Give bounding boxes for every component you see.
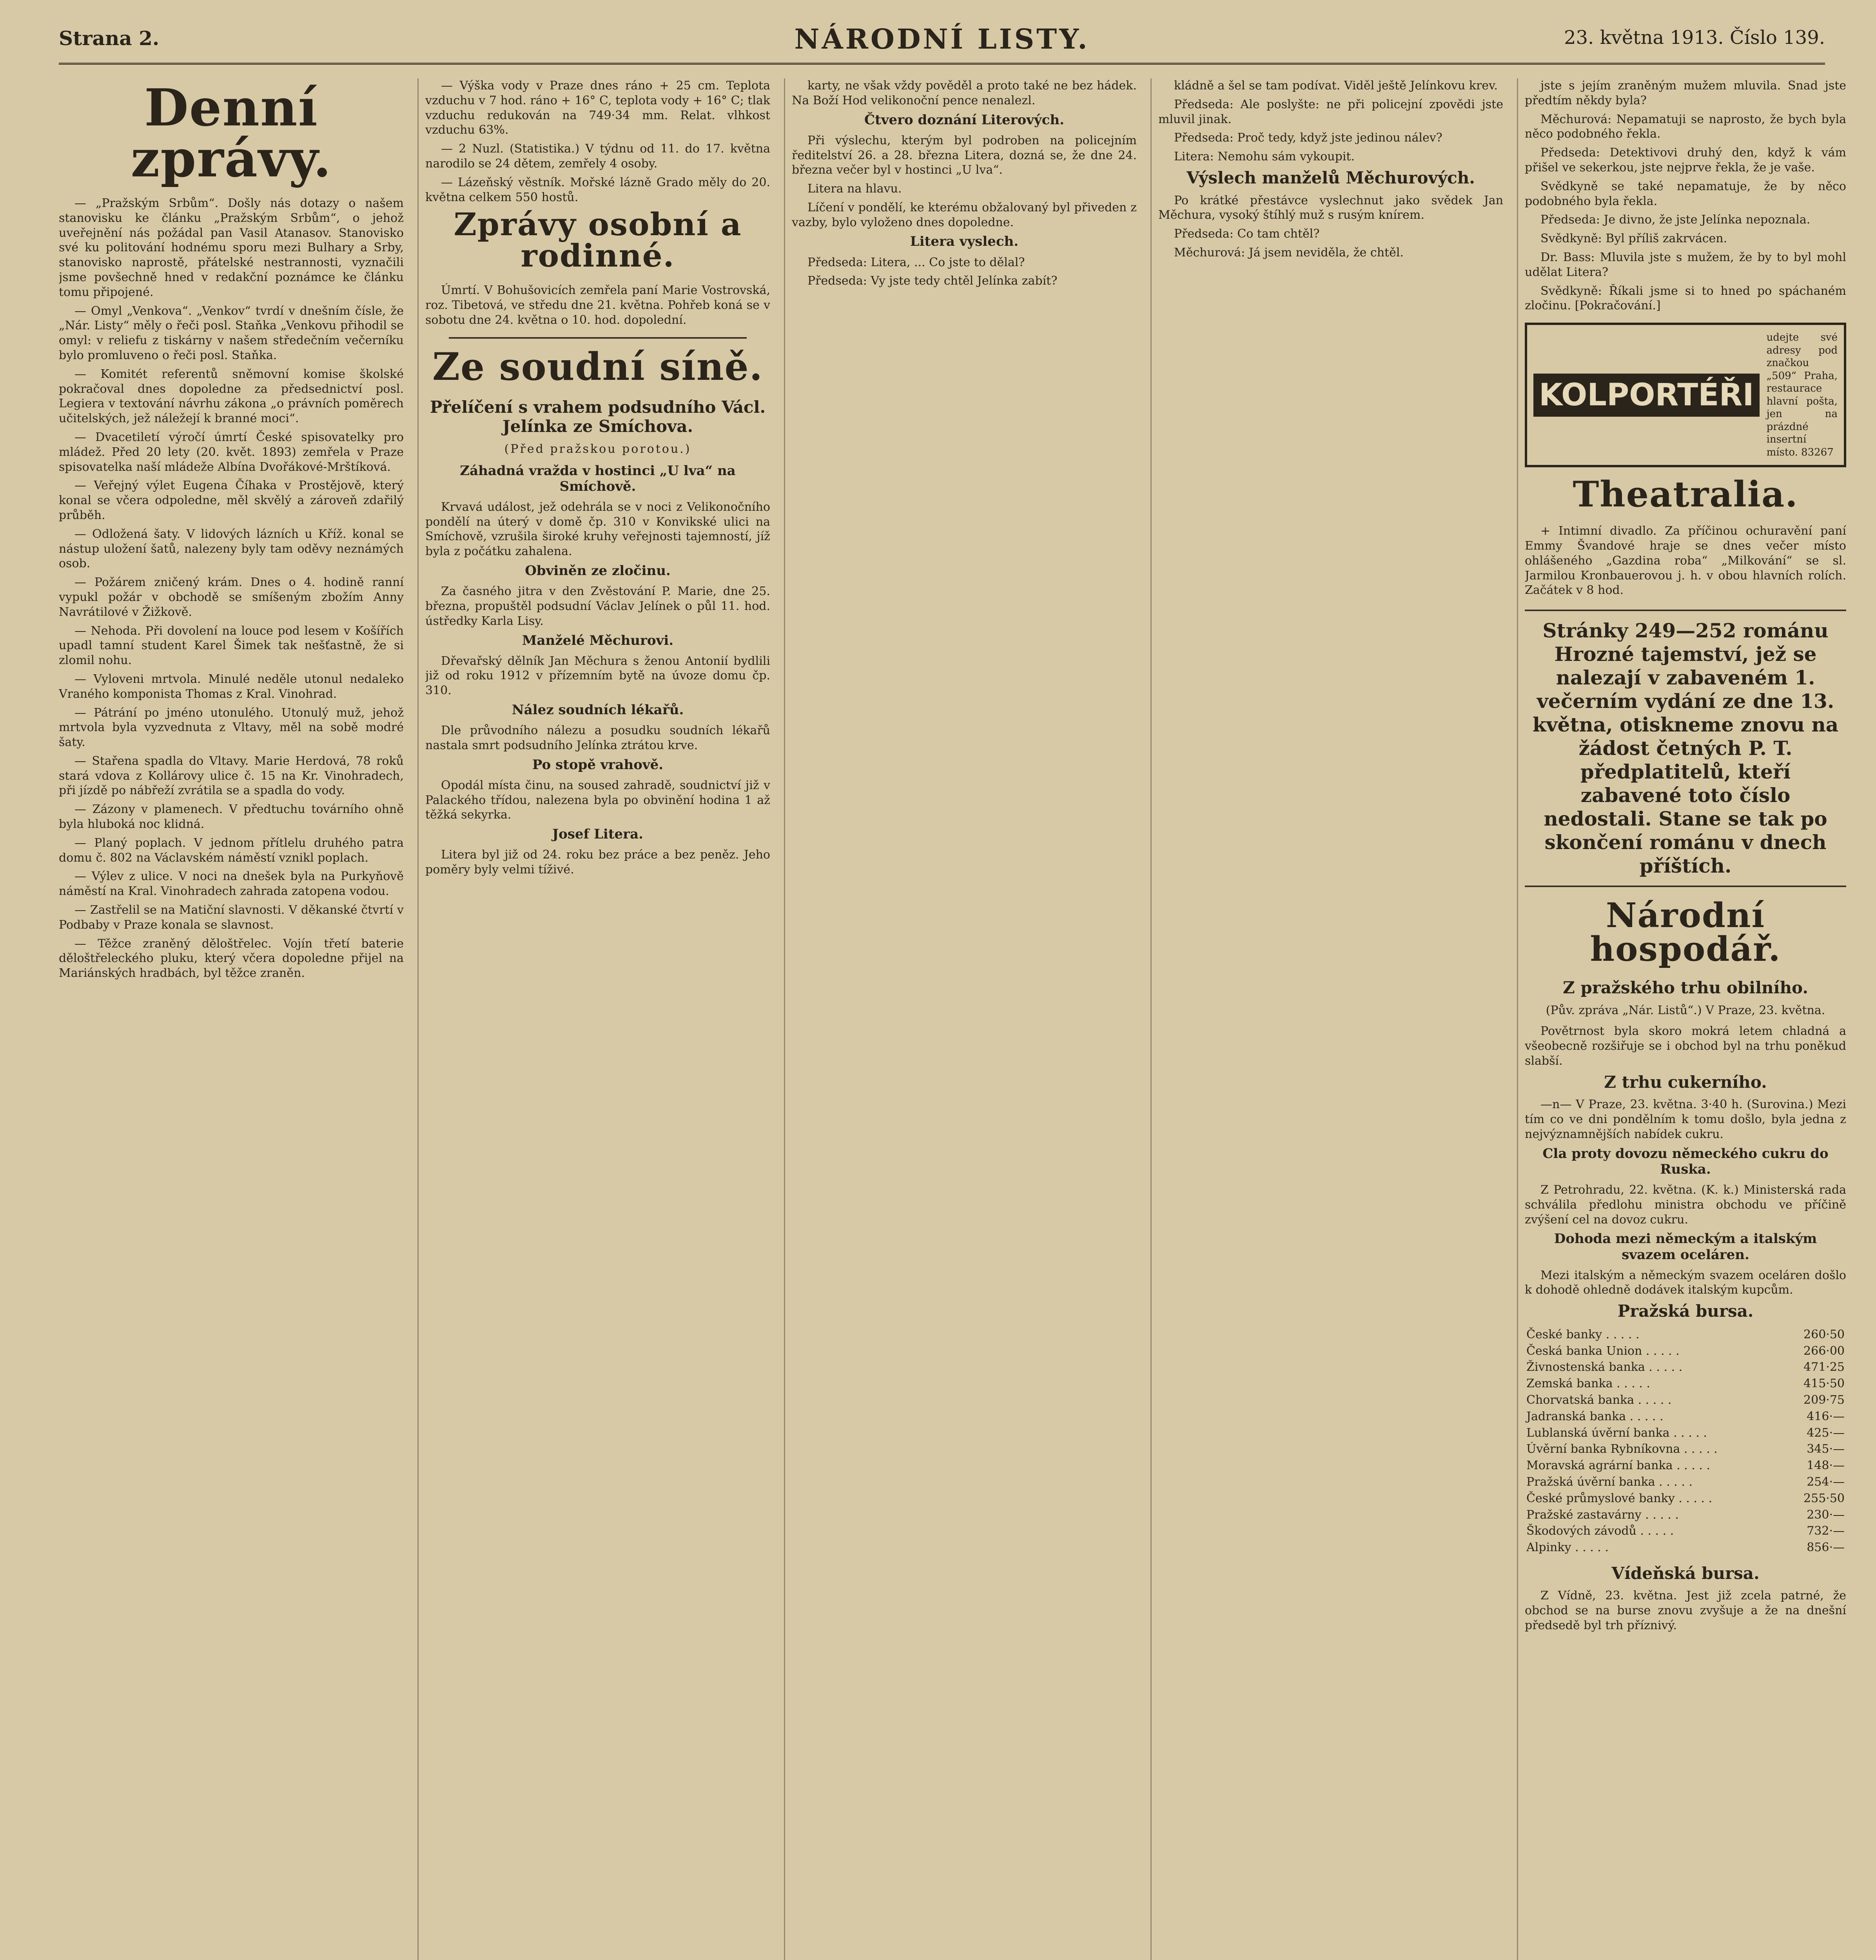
exchange-name: Živnostenská banka . . . . . xyxy=(1526,1360,1683,1374)
court-subtitle: Přelíčení s vrahem podsudního Václ. Jelínka ze Smíchova. xyxy=(430,397,766,436)
exchange-name: České průmyslové banky . . . . . xyxy=(1526,1491,1713,1505)
exchange-value: 148·— xyxy=(1807,1459,1845,1473)
section-title-theatre: Theatralia. xyxy=(1573,474,1798,515)
exchange-row xyxy=(1525,1474,1846,1490)
paragraph: — Komitét referentů sněmovní komise školské pokračoval dnes dopoledne za předsednictví posl. Legiera v textování návrhu zákona „o právních poměrech učitelských, jež náležejí k branné moci“. xyxy=(59,367,404,426)
novel-notice: Stránky 249—252 románu Hrozné tajemství, jež se nalezají v zabaveném 1. večerním vydání ze dne 13. května, otiskneme znovu na žádost četných P. T. předplatitelů, kteří zabavené toto číslo nedostali. Stane se tak po skončení románu v dnech příštích. xyxy=(1525,610,1846,887)
kolporteri-advertisement xyxy=(1525,323,1846,467)
column-divider xyxy=(1517,78,1518,1960)
paragraph: Povětrnost byla skoro mokrá letem chladná a všeobecně rozšiřuje se i obchod byl na trhu poněkud slabší. xyxy=(1525,1024,1846,1068)
exchange-name: Zemská banka . . . . . xyxy=(1526,1377,1650,1391)
exchange-row xyxy=(1525,1343,1846,1359)
exchange-name: Chorvatská banka . . . . . xyxy=(1526,1393,1672,1407)
paragraph: Litera: Nemohu sám vykoupit. xyxy=(1174,150,1355,164)
subheading: Litera vyslech. xyxy=(910,234,1019,250)
exchange-row xyxy=(1525,1490,1846,1507)
exchange-name: Škodových závodů . . . . . xyxy=(1526,1524,1674,1538)
paragraph: Litera byl již od 24. roku bez práce a bez peněz. Jeho poměry byly velmi tíživé. xyxy=(425,848,770,877)
exchange-value: 345·— xyxy=(1807,1442,1845,1456)
exchange-row xyxy=(1525,1507,1846,1523)
exchange-row xyxy=(1525,1539,1846,1556)
exchange-value: 230·— xyxy=(1807,1508,1845,1522)
court-byline: (Před pražskou porotou.) xyxy=(504,442,691,456)
paragraph: Při výslechu, kterým byl podroben na policejním ředitelství 26. a 28. března Litera, dozná se, že dne 24. března večer byl v hostinci „U lva“. xyxy=(792,133,1137,177)
paragraph: Mezi italským a německým svazem oceláren došlo k dohodě ohledně dodávek italským kupcům. xyxy=(1525,1268,1846,1297)
exchange-row xyxy=(1525,1523,1846,1539)
exchange-value: 425·— xyxy=(1807,1426,1845,1440)
exchange-table xyxy=(1525,1327,1846,1556)
paragraph: Předseda: Je divno, že jste Jelínka nepoznala. xyxy=(1540,213,1811,227)
paragraph: — Těžce zraněný děloštřelec. Vojín třetí baterie děloštřeleckého pluku, který včera dopoledne přijel na Mariánských hradbách, byl těžce zraněn. xyxy=(59,936,404,980)
paragraph: Předseda: Proč tedy, když jste jedinou nálev? xyxy=(1174,131,1442,145)
vienna-title: Vídeňská bursa. xyxy=(1611,1563,1760,1583)
paragraph: — Stařena spadla do Vltavy. Marie Herdová, 78 roků stará vdova z Kollárovy ulice č. 15 na Kr. Vinohradech, při jízdě po nábřeží zvrátila se a spadla do vody. xyxy=(59,754,404,798)
paragraph: — Planý poplach. V jednom přítlelu druhého patra domu č. 802 na Václavském náměstí vznikl poplach. xyxy=(59,836,404,865)
paragraph: — Výlev z ulice. V noci na dnešek byla na Purkyňově náměstí na Kral. Vinohradech zahrada zatopena vodou. xyxy=(59,869,404,898)
paragraph: — Vyloveni mrtvola. Minulé neděle utonul nedaleko Vraného komponista Thomas z Kral. Vinohrad. xyxy=(59,672,404,701)
exchange-value: 471·25 xyxy=(1803,1360,1845,1374)
section-title-personal: Zprávy osobní a rodinné. xyxy=(454,206,742,274)
paragraph: Dřevařský dělník Jan Měchura s ženou Antonií bydlili již od roku 1912 v přízemním bytě na úvoze domu čp. 310. xyxy=(425,654,770,698)
exchange-name: Jadranská banka . . . . . xyxy=(1526,1409,1664,1423)
paragraph: karty, ne však vždy pověděl a proto také ne bez hádek. Na Boží Hod velikonoční pence nenalezl. xyxy=(792,79,1137,107)
section-title-economy: Národní hospodář. xyxy=(1590,896,1781,969)
customs-title: Cla proty dovozu německého cukru do Ruska. xyxy=(1542,1145,1829,1177)
paragraph: Měchurová: Já jsem neviděla, že chtěl. xyxy=(1174,245,1404,260)
exchange-row xyxy=(1525,1327,1846,1343)
exchange-name: Lublanská úvěrní banka . . . . . xyxy=(1526,1426,1707,1440)
exchange-name: Pražská úvěrní banka . . . . . xyxy=(1526,1475,1693,1489)
exchange-row xyxy=(1525,1359,1846,1376)
weather-paragraph: — Výška vody v Praze dnes ráno + 25 cm. Teplota vzduchu v 7 hod. ráno + 16° C, teplota vody + 16° C; tlak vzduchu redukován na 749·34 mm. Relat. vlhkost vzduchu 63%. xyxy=(425,79,770,137)
paragraph: Měchurová: Nepamatuji se naprosto, že bych byla něco podobného řekla. xyxy=(1525,112,1846,141)
paragraph: — Požárem zničený krám. Dnes o 4. hodině ranní vypukl požár v obchodě se smíšeným zbožím Anny Navrátilové v Žižkově. xyxy=(59,575,404,619)
exchange-value: 856·— xyxy=(1807,1541,1845,1555)
exchange-row xyxy=(1525,1441,1846,1457)
paragraph: kládně a šel se tam podívat. Viděl ještě Jelínkovu krev. xyxy=(1174,79,1498,93)
exchange-value: 415·50 xyxy=(1803,1377,1845,1391)
paragraph: Z Petrohradu, 22. května. (K. k.) Ministerská rada schválila předlohu ministra obchodu ve příčině zvýšení cel na dovoz cukru. xyxy=(1525,1183,1846,1227)
exchange-name: České banky . . . . . xyxy=(1526,1327,1640,1341)
exchange-value: 260·50 xyxy=(1803,1327,1845,1341)
exchange-row xyxy=(1525,1457,1846,1474)
column-divider xyxy=(417,78,419,1960)
section-title-daily-news: Denní zprávy. xyxy=(131,78,332,189)
page-header xyxy=(59,16,1825,65)
paragraph: Litera na hlavu. xyxy=(807,182,902,196)
paragraph: Po krátké přestávce vyslechnut jako svědek Jan Měchura, vysoký štíhlý muž s rusým knírem. xyxy=(1158,193,1503,222)
paragraph: Svědkyně: Byl příliš zakrvácen. xyxy=(1540,232,1727,246)
masthead: NÁRODNÍ LISTY. xyxy=(794,23,1090,55)
paragraph: jste s jejím zraněným mužem mluvila. Snad jste předtím někdy byla? xyxy=(1525,79,1846,107)
column-5 xyxy=(1525,78,1846,1960)
paragraph: Z Vídně, 23. května. Jest již zcela patrné, že obchod se na burse znovu zvyšuje a že na dnešní předsedě byl trh příznivý. xyxy=(1525,1589,1846,1633)
exchange-name: Pražské zastavárny . . . . . xyxy=(1526,1508,1679,1522)
exchange-row xyxy=(1525,1425,1846,1441)
subheading: Nález soudních lékařů. xyxy=(512,702,684,718)
paragraph: Dle průvodního nálezu a posudku soudních lékařů nastala smrt podsudního Jelínka ztrátou krve. xyxy=(425,724,770,752)
exchange-value: 732·— xyxy=(1807,1524,1845,1538)
exchange-name: Moravská agrární banka . . . . . xyxy=(1526,1459,1710,1473)
paragraph: Dr. Bass: Mluvila jste s mužem, že by to byl mohl udělat Litera? xyxy=(1525,250,1846,279)
paragraph: — Veřejný výlet Eugena Číhaka v Prostějově, který konal se včera odpoledne, měl skvělý a zároveň zdařilý průběh. xyxy=(59,479,404,522)
section-title-court: Ze soudní síně. xyxy=(432,344,764,389)
paragraph: Krvavá událost, jež odehrála se v noci z Velikonočního pondělí na úterý v domě čp. 310 v Konvikské ulici na Smíchově, vzrušila široké kruhy veřejnosti tajemností, jíž byla z počátku zahalena. xyxy=(425,500,770,559)
subheading: Po stopě vrahově. xyxy=(532,757,664,773)
subheading: Výslech manželů Měchurových. xyxy=(1187,168,1475,187)
subheading: Manželé Měchurovi. xyxy=(522,632,674,648)
ad-text: udejte své adresy pod značkou „509“ Praha, restaurace hlavní pošta, jen na prázdné insertní místo. 83267 xyxy=(1766,332,1838,458)
paragraph: Úmrtí. V Bohušovicích zemřela paní Marie Vostrovská, roz. Tibetová, ve středu dne 21. května. Pohřeb koná se v sobotu dne 24. května o 10. hod. dopolední. xyxy=(425,283,770,327)
paragraph: — „Pražským Srbům“. Došly nás dotazy o našem stanovisku ke článku „Pražským Srbům“, o jehož uveřejnění nás požádal pan Vasil Atanasov. Stanovisko své ku politování hodnému sporu mezi Bulhary a Srby, stanovisko naprostě, přátelské nestrannosti, vyznačili jsme povšechně hned v redakční poznámce ke článku tomu připojené. xyxy=(59,196,404,299)
exchange-name: Alpinky . . . . . xyxy=(1526,1541,1609,1555)
exchange-value: 255·50 xyxy=(1803,1491,1845,1505)
paragraph: — Dvacetiletí výročí úmrtí České spisovatelky pro mládež. Před 20 lety (20. květ. 1893) zemřela v Praze spisovatelka naší mládeže Albína Dvořákové-Mrštíková. xyxy=(59,430,404,474)
exchange-value: 416·— xyxy=(1807,1409,1845,1423)
exchange-name: Úvěrní banka Rybníkovna . . . . . xyxy=(1526,1442,1718,1456)
exchange-value: 266·00 xyxy=(1803,1344,1845,1358)
column-4 xyxy=(1158,78,1503,1960)
paragraph: Předseda: Co tam chtěl? xyxy=(1174,227,1320,241)
subheading: Josef Litera. xyxy=(552,826,643,842)
subheading: Čtvero doznání Literových. xyxy=(864,112,1065,128)
exchange-value: 254·— xyxy=(1807,1475,1845,1489)
column-divider xyxy=(1150,78,1152,1960)
paragraph: — Odložená šaty. V lidových lázních u Kříž. konal se nástup uložení šatů, nalezeny byly tam oděvy neznámých osob. xyxy=(59,527,404,571)
column-divider xyxy=(784,78,785,1960)
paragraph: — Zastřelil se na Matiční slavnosti. V děkanské čtvrtí v Podbaby v Praze konala se slavnost. xyxy=(59,903,404,932)
paragraph: — Nehoda. Při dovolení na louce pod lesem v Košířích upadl tamní student Karel Šimek tak nešťastně, že si zlomil nohu. xyxy=(59,624,404,668)
ad-brand: KOLPORTÉŘI xyxy=(1533,374,1760,417)
paragraph: Předseda: Detektivovi druhý den, když k vám přišel ve sekerkou, jste nejprve řekla, že je vaše. xyxy=(1525,146,1846,174)
paragraph: — Zázony v plamenech. V předtuchu továrního ohně byla hluboká noc klidná. xyxy=(59,802,404,831)
paragraph: — Omyl „Venkova“. „Venkov“ tvrdí v dnešním čísle, že „Nár. Listy“ měly o řeči posl. Staňka „Venkovu přihodil se omyl: v reliefu z tiskárny v našem středečním večerníku bylo promluveno o řeči posl. Staňka. xyxy=(59,304,404,362)
column-2 xyxy=(425,78,770,1960)
exchange-value: 209·75 xyxy=(1803,1393,1845,1407)
paragraph: + Intimní divadlo. Za příčinou ochuravění paní Emmy Švandové hraje se dnes večer místo ohlášeného „Gazdina roba“ „Milkování“ se sl. Jarmilou Kronbauerovou j. h. v obou hlavních rolích. Začátek v 8 hod. xyxy=(1525,524,1846,597)
grain-title: Z pražského trhu obilního. xyxy=(1563,978,1808,998)
issue-label: 23. května 1913. Číslo 139. xyxy=(1564,27,1825,49)
grain-byline: (Pův. zpráva „Nár. Listů“.) V Praze, 23. května. xyxy=(1546,1003,1825,1017)
column-1 xyxy=(59,78,404,1960)
exchange-name: Česká banka Union . . . . . xyxy=(1526,1344,1680,1358)
paragraph: Opodál místa činu, na soused zahradě, soudnictví již v Palackého třídou, nalezena byla po obvinění hodina 1 až těžká sekyrka. xyxy=(425,778,770,822)
paragraph: — Pátrání po jméno utonulého. Utonulý muž, jehož mrtvola byla vyzvednuta z Vltavy, měl na sobě modré šaty. xyxy=(59,706,404,750)
stats-paragraph: — 2 Nuzl. (Statistika.) V týdnu od 11. do 17. května narodilo se 24 dětem, zemřely 4 osoby. xyxy=(425,142,770,171)
dohoda-title: Dohoda mezi německým a italským svazem oceláren. xyxy=(1554,1231,1817,1263)
paragraph: —n— V Praze, 23. května. 3·40 h. (Surovina.) Mezi tím co ve dni pondělním k tomu došlo, byla jedna z nejvýznamnějších nabídek cukru. xyxy=(1525,1098,1846,1142)
paragraph: Za časného jitra v den Zvěstování P. Marie, dne 25. března, propuštěl podsudní Václav Jelínek o půl 11. hod. ústředky Karla Lisy. xyxy=(425,584,770,628)
subheading: Obviněn ze zločinu. xyxy=(525,563,671,579)
paragraph: Předseda: Ale poslyšte: ne při policejní zpovědi jste mluvil jinak. xyxy=(1158,97,1503,126)
paragraph: Předseda: Vy jste tedy chtěl Jelínka zabít? xyxy=(807,274,1058,288)
page-label: Strana 2. xyxy=(59,27,160,50)
divider xyxy=(449,337,747,339)
paragraph: Svědkyně: Říkali jsme si to hned po spáchaném zločinu. [Pokračování.] xyxy=(1525,284,1846,313)
exchange-row xyxy=(1525,1408,1846,1425)
exchange-title: Pražská bursa. xyxy=(1617,1301,1754,1321)
exchange-row xyxy=(1525,1392,1846,1408)
paragraph: Svědkyně se také nepamatuje, že by něco podobného byla řekla. xyxy=(1525,179,1846,208)
paragraph: Předseda: Litera, ... Co jste to dělal? xyxy=(807,255,1025,269)
spa-paragraph: — Lázeňský věstník. Mořské lázně Grado měly do 20. května celkem 550 hostů. xyxy=(425,175,770,204)
court-heading: Záhadná vražda v hostinci „U lva“ na Smíchově. xyxy=(460,463,736,494)
exchange-row xyxy=(1525,1376,1846,1392)
column-3 xyxy=(792,78,1137,1960)
sugar-title: Z trhu cukerního. xyxy=(1604,1072,1767,1092)
paragraph: Líčení v pondělí, ke kterému obžalovaný byl přiveden z vazby, bylo vyloženo dnes dopoledne. xyxy=(792,200,1137,229)
